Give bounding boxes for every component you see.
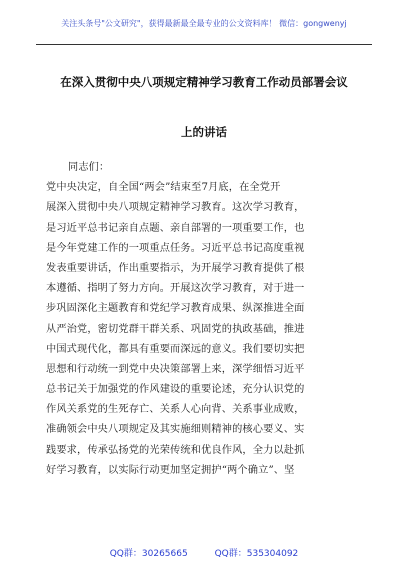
salutation: 同志们： bbox=[68, 162, 110, 173]
body-line: 本遵循、指明了努力方向。开展这次学习教育，对于进一 bbox=[46, 283, 305, 295]
body-line: 准确领会中央八项规定及其实施细则精神的核心要义、实 bbox=[46, 424, 305, 436]
body-line: 好学习教育，以实际行动更加坚定拥护“两个确立”、坚 bbox=[46, 464, 295, 476]
body-line: 是习近平总书记亲自点题、亲自部署的一项重要工作，也 bbox=[46, 222, 305, 234]
body-line: 践要求，传承弘扬党的光荣传统和优良作风，全力以赴抓 bbox=[46, 444, 305, 456]
body-line: 思想和行动统一到党中央决策部署上来，深学细悟习近平 bbox=[46, 363, 305, 375]
body-line: 党中央决定，自全国“两会”结束至7月底，在全党开 bbox=[46, 182, 281, 194]
body-line: 从严治党，密切党群干群关系、巩固党的执政基础，推进 bbox=[46, 323, 305, 335]
body-line: 作风关系党的生死存亡、关系人心向背、关系事业成败， bbox=[46, 404, 305, 416]
document-title-line-2: 上的讲话 bbox=[181, 125, 227, 139]
body-line: 总书记关于加强党的作风建设的重要论述，充分认识党的 bbox=[46, 384, 305, 396]
body-line: 中国式现代化，都具有重要而深远的意义。我们要切实把 bbox=[46, 343, 305, 355]
body-line: 发表重要讲话，作出重要指示，为开展学习教育提供了根 bbox=[46, 262, 305, 274]
document-body bbox=[46, 158, 362, 481]
footer-contact bbox=[0, 546, 408, 559]
body-line: 是今年党建工作的一项重点任务。习近平总书记高度重视 bbox=[46, 242, 305, 254]
header-banner: 关注头条号"公文研究"，获得最新最全最专业的公文资料库！ 微信：gongwenyj bbox=[61, 19, 347, 28]
body-line: 展深入贯彻中央八项规定精神学习教育。这次学习教育， bbox=[46, 202, 305, 214]
body-line: 步巩固深化主题教育和党纪学习教育成果、纵深推进全面 bbox=[46, 303, 305, 315]
document-title-line-1: 在深入贯彻中央八项规定精神学习教育工作动员部署会议 bbox=[60, 75, 348, 89]
header-divider bbox=[36, 44, 372, 45]
footer-qq-group-2: QQ群：535304092 bbox=[214, 549, 299, 559]
footer-qq-group-1: QQ群：30265665 bbox=[109, 549, 188, 559]
